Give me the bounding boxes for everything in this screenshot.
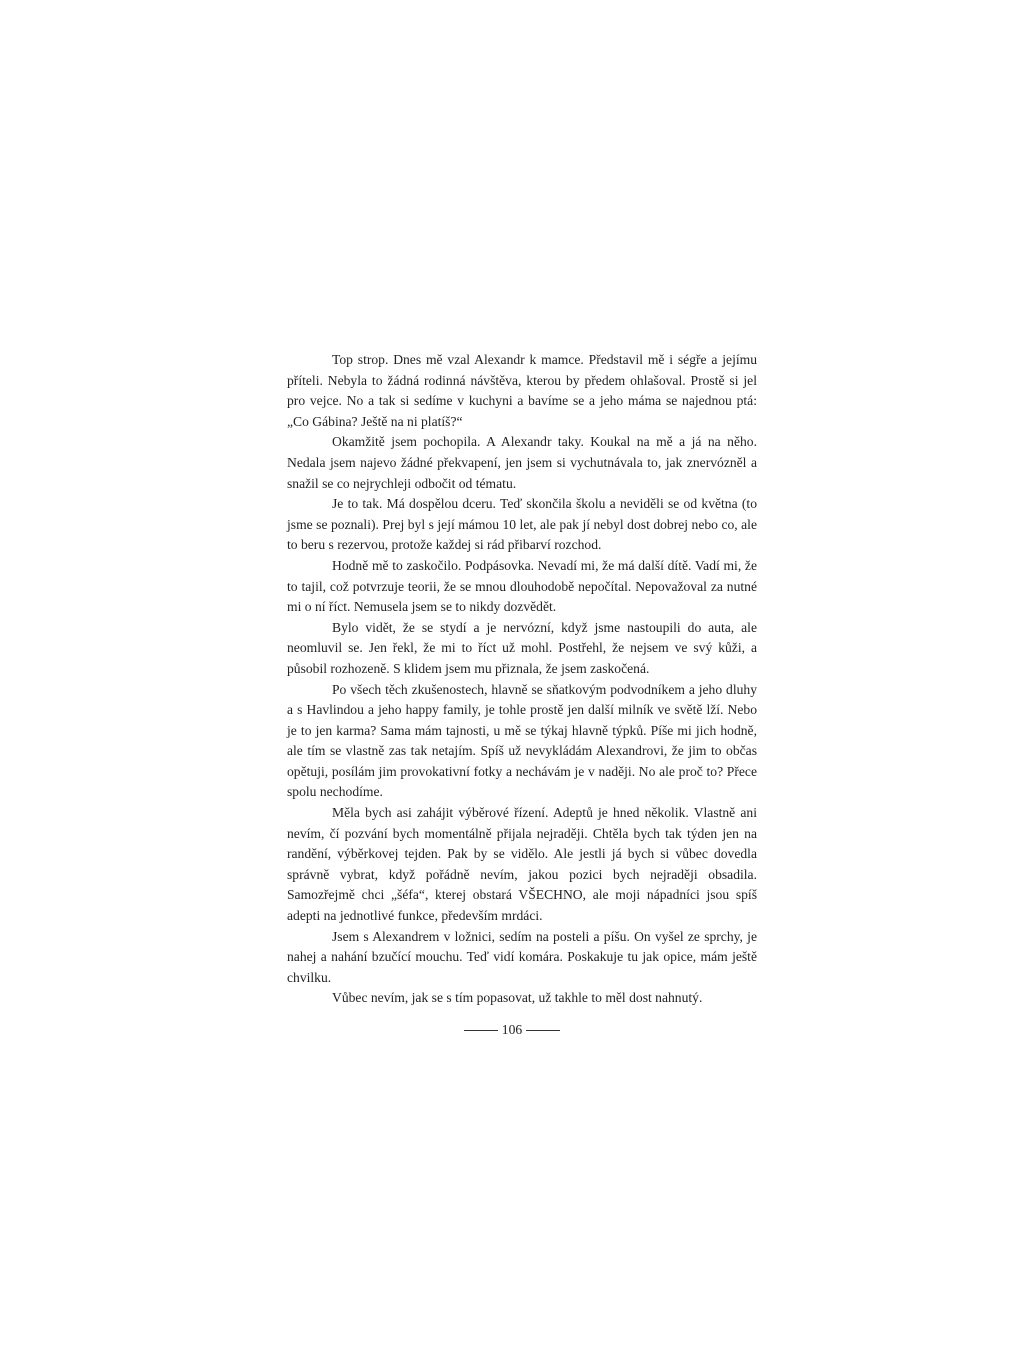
paragraph: Okamžitě jsem pochopila. A Alexandr taky. Koukal na mě a já na něho. Nedala jsem najevo žádné překvapení, jen jsem si vychutnávala to, jak znervózněl a snažil se co nejrychleji odbočit od tématu. xyxy=(287,434,757,491)
paragraph: Jsem s Alexandrem v ložnici, sedím na posteli a píšu. On vyšel ze sprchy, je nahej a nahání bzučící mouchu. Teď vidí komára. Poskakuje tu jak opice, mám ještě chvilku. xyxy=(287,928,757,985)
paragraph: Je to tak. Má dospělou dceru. Teď skončila školu a neviděli se od května (to jsme se poznali). Prej byl s její mámou 10 let, ale pak jí nebyl dost dobrej nebo co, ale to beru s rezervou, protože každej si rád přibarví rozchod. xyxy=(287,496,757,553)
paragraph: Vůbec nevím, jak se s tím popasovat, už takhle to měl dost nahnutý. xyxy=(332,990,703,1006)
page-footer xyxy=(0,1022,1024,1038)
body-text xyxy=(287,350,757,1009)
footer-rule-right xyxy=(526,1030,560,1031)
paragraph: Top strop. Dnes mě vzal Alexandr k mamce. Představil mě i ségře a jejímu příteli. Nebyla to žádná rodinná návštěva, kterou by předem ohlašoval. Prostě si jel pro vejce. No a tak si sedíme v kuchyni a bavíme se a jeho máma se najednou ptá: „Co Gábina? Ještě na ni platíš?“ xyxy=(287,352,757,429)
paragraph: Po všech těch zkušenostech, hlavně se sňatkovým podvodníkem a jeho dluhy a s Havlindou a jeho happy family, je tohle prostě jen další milník ve světě lží. Nebo je to jen karma? Sama mám tajnosti, u mě se týkaj hlavně týpků. Píše mi jich hodně, ale tím se vlastně zas tak netajím. Spíš už nevykládám Alexandrovi, že jim to občas opětuji, posílám jim provokativní fotky a nechávám je v naději. No ale proč to? Přece spolu nechodíme. xyxy=(287,681,757,800)
paragraph: Bylo vidět, že se stydí a je nervózní, když jsme nastoupili do auta, ale neomluvil se. Jen řekl, že mi to říct už mohl. Postřehl, že nejsem ve svý kůži, a působil rozhozeně. S klidem jsem mu přiznala, že jsem zaskočená. xyxy=(287,619,757,676)
paragraph: Hodně mě to zaskočilo. Podpásovka. Nevadí mi, že má další dítě. Vadí mi, že to tajil, což potvrzuje teorii, že se mnou dlouhodobě nepočítal. Nepovažoval za nutné mi o ní říct. Nemusela jsem se to nikdy dozvědět. xyxy=(287,557,757,615)
footer-rule-left xyxy=(464,1030,498,1031)
paragraph: Měla bych asi zahájit výběrové řízení. Adeptů je hned několik. Vlastně ani nevím, čí pozvání bych momentálně přijala nejraději. Chtěla bych tak týden jen na randění, výběrkovej tejden. Pak by se vidělo. Ale jestli já bych si vůbec dovedla správně vybrat, když pořádně nevím, jakou pozici bych nejraději obsadila. Samozřejmě chci „šéfa“, kterej obstará VŠECHNO, ale moji nápadníci jsou spíš adepti na jednotlivé funkce, především mrdáci. xyxy=(287,805,757,924)
page-number: 106 xyxy=(501,1022,523,1037)
